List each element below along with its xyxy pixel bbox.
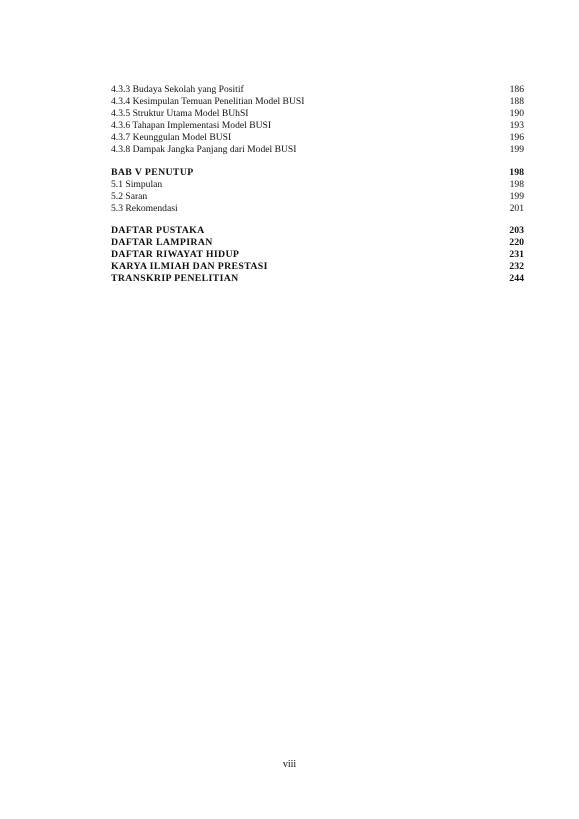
- toc-entry[interactable]: [111, 144, 524, 156]
- toc-entry-page: 186: [509, 84, 524, 95]
- toc-entry-page: 220: [509, 237, 524, 249]
- toc-chapter-entry[interactable]: [111, 167, 524, 179]
- toc-entry[interactable]: [111, 108, 524, 120]
- toc-entry-label: 5.2 Saran: [111, 190, 148, 202]
- toc-chapter-entry[interactable]: [111, 237, 524, 249]
- toc-entry-label: DAFTAR RIWAYAT HIDUP: [111, 249, 240, 261]
- toc-entry[interactable]: [111, 132, 524, 144]
- toc-entry-page: 244: [509, 273, 524, 285]
- toc-entry-label: 4.3.4 Kesimpulan Temuan Penelitian Model BUSI: [111, 96, 305, 108]
- toc-chapter-entry[interactable]: [111, 225, 524, 237]
- toc-entry[interactable]: [111, 84, 524, 96]
- toc-entry-page: 198: [509, 178, 524, 190]
- table-of-contents: [111, 84, 524, 285]
- toc-group: [111, 225, 524, 285]
- page-number: viii: [282, 759, 297, 770]
- toc-group: [111, 84, 524, 157]
- toc-entry-page: 190: [509, 108, 524, 120]
- toc-entry-page: 199: [509, 144, 524, 156]
- toc-entry-label: DAFTAR LAMPIRAN: [111, 237, 213, 249]
- toc-entry-label: 4.3.8 Dampak Jangka Panjang dari Model BUSI: [111, 144, 297, 156]
- toc-entry[interactable]: [111, 191, 524, 203]
- toc-entry-label: DAFTAR PUSTAKA: [111, 224, 205, 236]
- toc-entry-page: 198: [509, 166, 524, 178]
- toc-entry-label: KARYA ILMIAH DAN PRESTASI: [111, 261, 268, 273]
- toc-entry-label: BAB V PENUTUP: [111, 166, 194, 178]
- toc-entry-page: 231: [509, 249, 524, 261]
- toc-entry-label: 4.3.3 Budaya Sekolah yang Positif: [111, 84, 244, 95]
- toc-chapter-entry[interactable]: [111, 249, 524, 261]
- toc-entry-label: 4.3.7 Keunggulan Model BUSI: [111, 132, 232, 144]
- toc-entry-label: TRANSKRIP PENELITIAN: [111, 273, 239, 285]
- toc-entry[interactable]: [111, 120, 524, 132]
- toc-chapter-entry[interactable]: [111, 273, 524, 285]
- toc-entry-label: 4.3.5 Struktur Utama Model BUhSI: [111, 108, 249, 120]
- toc-group: [111, 167, 524, 215]
- toc-entry-label: 5.1 Simpulan: [111, 178, 163, 190]
- toc-entry[interactable]: [111, 179, 524, 191]
- toc-entry-page: 193: [509, 120, 524, 132]
- toc-chapter-entry[interactable]: [111, 261, 524, 273]
- toc-entry-label: 4.3.6 Tahapan Implementasi Model BUSI: [111, 120, 272, 132]
- toc-entry-page: 203: [509, 224, 524, 236]
- toc-entry[interactable]: [111, 203, 524, 215]
- toc-entry-page: 201: [509, 202, 524, 214]
- toc-entry-page: 188: [509, 96, 524, 108]
- toc-entry-page: 232: [509, 261, 524, 273]
- toc-entry-page: 196: [509, 132, 524, 144]
- toc-entry-label: 5.3 Rekomendasi: [111, 202, 178, 214]
- toc-entry[interactable]: [111, 96, 524, 108]
- toc-entry-page: 199: [509, 190, 524, 202]
